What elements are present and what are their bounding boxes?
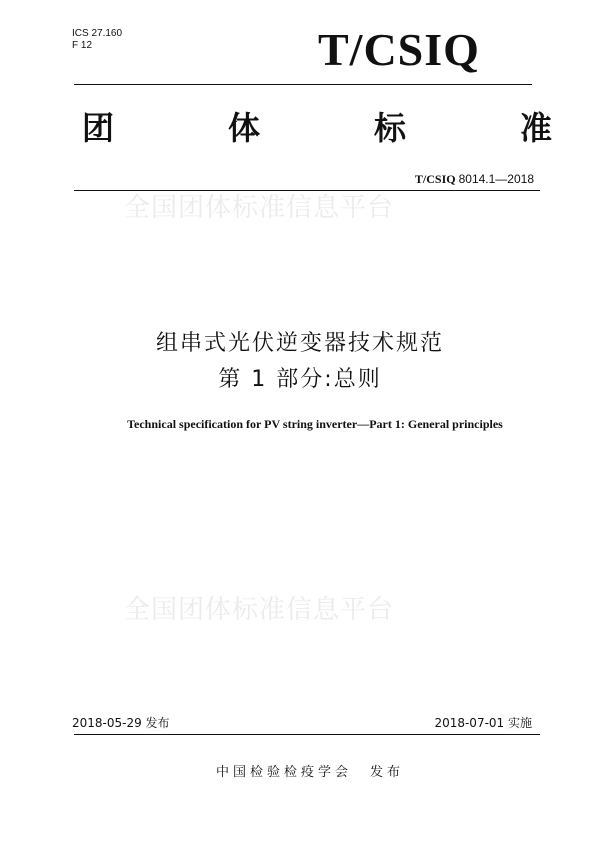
title-en: Technical specification for PV string inverter—Part 1: General principles <box>127 417 503 431</box>
bottom-divider <box>74 734 540 735</box>
standard-type-char: 标 <box>373 109 406 147</box>
standard-code-number: 8014.1—2018 <box>458 172 534 186</box>
ccs-code: F 12 <box>72 40 93 51</box>
publisher-name: 中国检验检疫学会 <box>215 765 352 780</box>
title-cn-line1: 组串式光伏逆变器技术规范 <box>155 331 444 356</box>
standard-code <box>415 171 534 187</box>
watermark-top: 全国团体标准信息平台 <box>124 193 395 223</box>
implementation-date: 2018-07-01 实施 <box>434 716 532 730</box>
standard-type-heading <box>82 108 552 148</box>
issue-date: 2018-05-29 发布 <box>72 716 170 730</box>
standard-code-prefix: T/CSIQ <box>414 172 456 186</box>
watermark-bottom: 全国团体标准信息平台 <box>124 595 395 625</box>
brand-logo-text: T/CSIQ <box>318 24 480 75</box>
classification-codes <box>72 28 122 52</box>
standard-type-char: 体 <box>227 109 260 147</box>
standard-type-char: 团 <box>82 109 115 147</box>
standard-type-char: 准 <box>519 109 552 147</box>
publisher-action: 发布 <box>370 765 405 780</box>
publisher-line <box>0 764 600 782</box>
top-divider <box>74 84 532 85</box>
title-cn-line2: 第 1 部分:总则 <box>218 367 382 392</box>
middle-divider <box>74 190 540 191</box>
ics-code: ICS 27.160 <box>72 28 123 39</box>
